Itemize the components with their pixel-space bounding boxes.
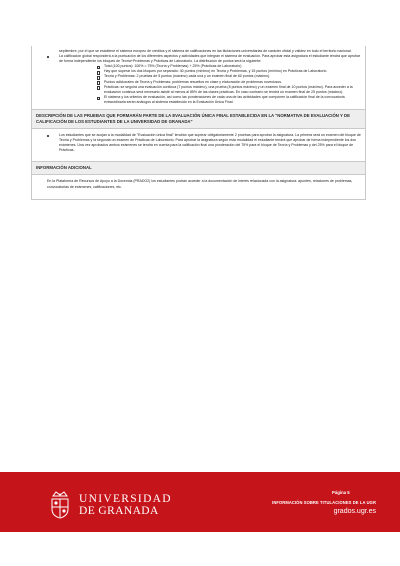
content-frame bbox=[31, 46, 366, 200]
grading-subitems bbox=[59, 64, 361, 105]
university-crest-icon bbox=[48, 490, 72, 520]
section-header: INFORMACIÓN ADICIONAL bbox=[32, 162, 365, 175]
evaluation-section bbox=[32, 46, 365, 110]
list-item: Puntos adicionales de Teoría y Problemas: problemas resueltos en clase y elaboración de problemas novedosos. bbox=[59, 80, 361, 85]
list-item: Total (100 puntos): 100% = 75% (Teoría y Problemas) + 25% (Prácticas de Laboratorio) bbox=[59, 64, 361, 69]
final-evaluation-bullets bbox=[36, 133, 361, 153]
titulaciones-info: INFORMACIÓN SOBRE TITULACIONES DE LA UGR bbox=[272, 500, 376, 505]
list-item: Teoría y Problemas: 2 pruebas de 5 puntos (máximo) cada una y un examen final de 60 puntos (máximo). bbox=[59, 74, 361, 79]
grading-summary: La calificación global responderá a la puntuación de los diferentes aspectos y actividades que integran el sistema de evaluación. Para aprobar esta asignatura el estudiante tendrá que aprobar de forma independiente los bloques de Teoría+Problemas y Prácticas de Laboratorio. La distribución de puntos será la siguiente: bbox=[59, 54, 361, 64]
list-item: Los estudiantes que se acojan a la modalidad de "Evaluación única final" tendrán que superar obligatoriamente 2 pruebas para aprobar la asignatura. La primera será un examen del bloque de Teoría y Problemas y la segunda un examen de Prácticas de Laboratorio. Para aprobar la asignatura según esta modalidad el estudiante tendrá que aprobar de forma independiente los dos exámenes. Una vez aprobados ambos exámenes se tendrá en cuenta para la calificación final una ponderación del 75% para el bloque de Teoría y Problemas y del 25% para el bloque de Prácticas. bbox=[36, 133, 361, 153]
evaluation-bullets bbox=[36, 54, 361, 105]
final-evaluation-section bbox=[32, 110, 365, 162]
list-item: El sistema y los criterios de evaluación, así como las ponderaciones de cada una de las actividades que componen la calificación final de la convocatoria extraordinaria serán análogos al sistema establecido en la Evaluación Única Final. bbox=[59, 95, 361, 105]
university-name-line1: UNIVERSIDAD bbox=[79, 493, 172, 505]
page-number: Página 5 bbox=[332, 490, 350, 495]
university-name-line2: DE GRANADA bbox=[79, 505, 159, 517]
list-item: Prácticas: se seguirá una evaluación continua (7 puntos máximo), una prueba (8 puntos máximo) y un examen final de 10 puntos (máximo). Para acceder a la evaluación continua será necesario asistir al menos al 85% de las clases prácticas. En caso contrario se tendrá un examen final de 25 puntos (máximo). bbox=[59, 85, 361, 95]
additional-info-section bbox=[32, 162, 365, 198]
grados-link[interactable]: grados.ugr.es bbox=[333, 508, 376, 515]
university-name bbox=[79, 493, 172, 518]
list-item: Hay que superar los dos bloques por separado: 40 puntos (mínimo) en Teoría y Problemas, y 15 puntos (mínimo) en Prácticas de Laboratorio. bbox=[59, 69, 361, 74]
section-header: DESCRIPCIÓN DE LAS PRUEBAS QUE FORMARÁN PARTE DE LA EVALUACIÓN ÚNICA FINAL ESTABLECIDA EN LA "NORMATIVA DE EVALUACIÓN Y DE CALIFICACIÓN DE LOS ESTUDIANTES DE LA UNIVERSIDAD DE GRANADA" bbox=[32, 110, 365, 129]
list-item bbox=[36, 54, 361, 105]
additional-info-text: En la Plataforma de Recursos de Apoyo a la Docencia (PRADO2) los estudiantes podrán acceder a la documentación de interés relacionada con la asignatura: apuntes, relaciones de problemas, convocatorias de exámenes, calificaciones, etc. bbox=[47, 179, 353, 189]
regulation-continuation: septiembre, por el que se establece el sistema europeo de créditos y el sistema de calificaciones en las titulaciones universitarias de carácter oficial y validez en todo el territorio nacional. bbox=[59, 49, 352, 53]
